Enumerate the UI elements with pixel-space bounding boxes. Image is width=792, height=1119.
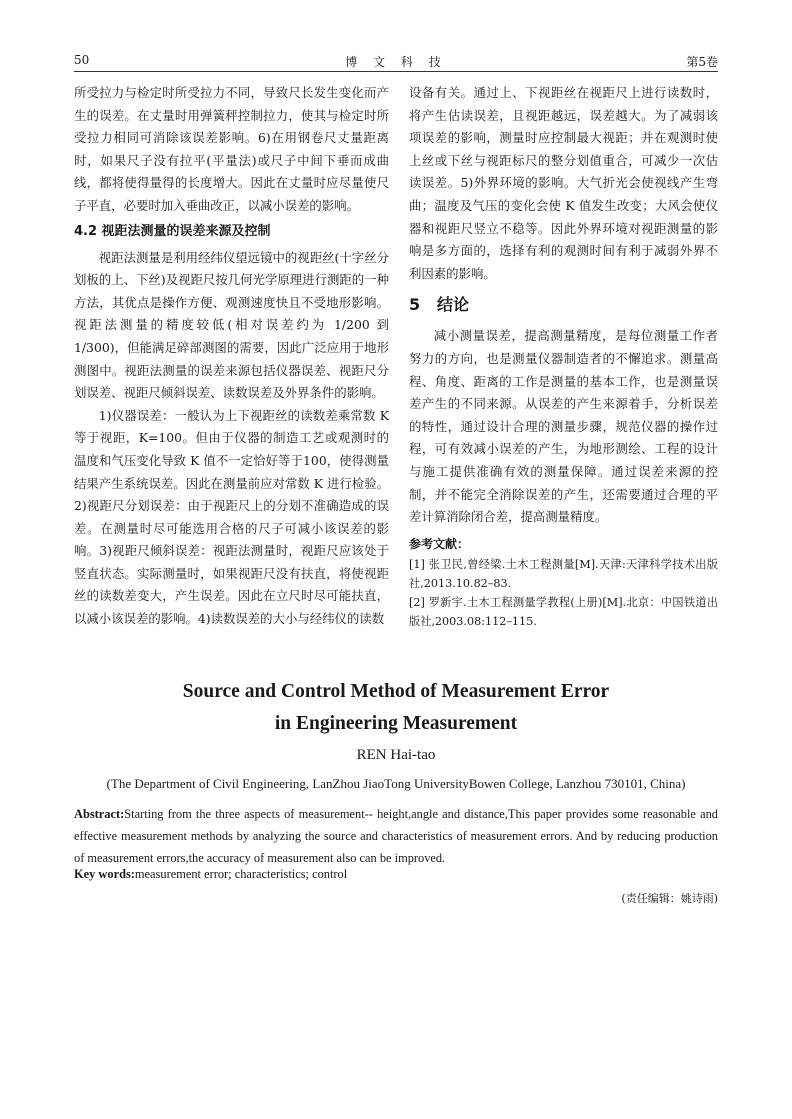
paragraph: 视距法测量是利用经纬仪望远镜中的视距丝(十字丝分划板的上、下丝)及视距尺按几何光学原理进行测距的一种方法，其优点是操作方便、观测速度快且不受地形影响。视距法测量的精度较低(相对误差约为 1/200 到 1/300)，但能满足碎部测图的需要，因此广泛应用于地形测图中。视距法测量的误差来源包括仪器误差、视距尺分划误差、视距尺倾斜误差、读数误差及外界条件的影响。 bbox=[74, 249, 389, 401]
section-heading-4-2: 4.2 视距法测量的误差来源及控制 bbox=[74, 223, 271, 239]
page-number: 50 bbox=[74, 53, 90, 67]
paragraph: 1)仪器误差：一般认为上下视距丝的读数差乘常数 K 等于视距，K=100。但由于仪器的制造工艺或观测时的温度和气压变化导致 K 值不一定恰好等于100，使得测量结果产生系统误差。因此在测量前应对常数 K 进行检验。2)视距尺分划误差：由于视距尺上的分划不准确造成的误差。在测量时尽可能选用合格的尺子可减小该误差的影响。3)视距尺倾斜误差：视距法测量时，视距尺应该处于竖直状态。实际测量时，如果视距尺没有扶直，将使视距丝的读数差变大，产生误差。因此在立尺时尽可能扶直，以减小该误差的影响。4)读数误差的大小与经纬仪的读数 bbox=[74, 407, 389, 627]
english-title bbox=[74, 676, 718, 740]
running-header bbox=[74, 51, 718, 72]
right-column bbox=[409, 82, 718, 631]
english-title-line: in Engineering Measurement bbox=[274, 713, 518, 734]
paragraph: 所受拉力与检定时所受拉力不同，导致尺长发生变化而产生的误差。在丈量时用弹簧秤控制拉力，使其与检定时所受拉力相同可消除该误差影响。6)在用钢卷尺丈量距离时，如果尺子没有拉平(平量法)或尺子中间下垂而成曲线，都将使得量得的长度增大。因此在丈量时应尽量使尺子平直，必要时加入垂曲改正，以减小误差的影响。 bbox=[74, 85, 389, 213]
author-name: REN Hai-tao bbox=[356, 747, 436, 763]
paragraph: 减小测量误差，提高测量精度，是每位测量工作者努力的方向，也是测量仪器制造者的不懈追求。测量高程、角度、距离的工作是测量的基本工作，也是测量误差产生的不同来源。从误差的产生来源着手，分析误差的特性，通过设计合理的测量步骤，规范仪器的操作过程，可有效减小误差的产生，为地形测绘、工程的设计与施工提供准确有效的测量保障。通过误差来源的控制，并不能完全消除误差的产生，还需要通过合理的平差计算消除闭合差，提高测量精度。 bbox=[409, 328, 718, 525]
paragraph: 设备有关。通过上、下视距丝在视距尺上进行读数时，将产生估读误差，且视距越远，误差越大。为了减弱该项误差的影响，测量时应控制最大视距；并在观测时使上丝或下丝与视距标尺的整分划值重合，可减少一次估读误差。5)外界环境的影响。大气折光会使视线产生弯曲；温度及气压的变化会使 K 值发生改变；大风会使仪器和视距尺竖立不稳等。因此外界环境对视距测量的影响是多方面的，选择有利的观测时间有利于减弱外界不利因素的影响。 bbox=[409, 85, 718, 281]
section-title: 结论 bbox=[437, 295, 470, 315]
section-heading-5 bbox=[409, 291, 718, 319]
volume-label: 第5卷 bbox=[686, 55, 718, 69]
keywords-label: Key words: bbox=[74, 867, 135, 881]
references-heading: 参考文献： bbox=[409, 536, 470, 551]
english-title-line: Source and Control Method of Measurement Error bbox=[182, 681, 610, 702]
author-affiliation: (The Department of Civil Engineering, LanZhou JiaoTong UniversityBowen College, Lanzhou 730101, China) bbox=[106, 776, 686, 791]
editor-note: (责任编辑：姚诗雨) bbox=[621, 892, 718, 905]
english-abstract bbox=[74, 803, 718, 869]
section-number: 5 bbox=[409, 295, 421, 315]
left-column bbox=[74, 82, 389, 631]
abstract-label: Abstract: bbox=[74, 807, 125, 821]
english-keywords bbox=[74, 867, 718, 882]
reference-item: [2] 罗新宇.土木工程测量学教程(上册)[M].北京：中国铁道出版社,2003.08:112–115. bbox=[409, 595, 718, 628]
reference-item: [1] 张卫民,曾经梁.土木工程测量[M].天津:天津科学技术出版社,2013.10.82–83. bbox=[409, 557, 718, 590]
journal-name: 博 文 科 技 bbox=[345, 55, 447, 69]
keywords-text: measurement error; characteristics; control bbox=[134, 867, 348, 881]
abstract-text: Starting from the three aspects of measurement-- height,angle and distance,This paper provides some reasonable and effective measurement methods by analyzing the source and characteristics of measurement errors. And by reducing production of measurement errors,the accuracy of measurement also can be improved. bbox=[74, 807, 718, 865]
